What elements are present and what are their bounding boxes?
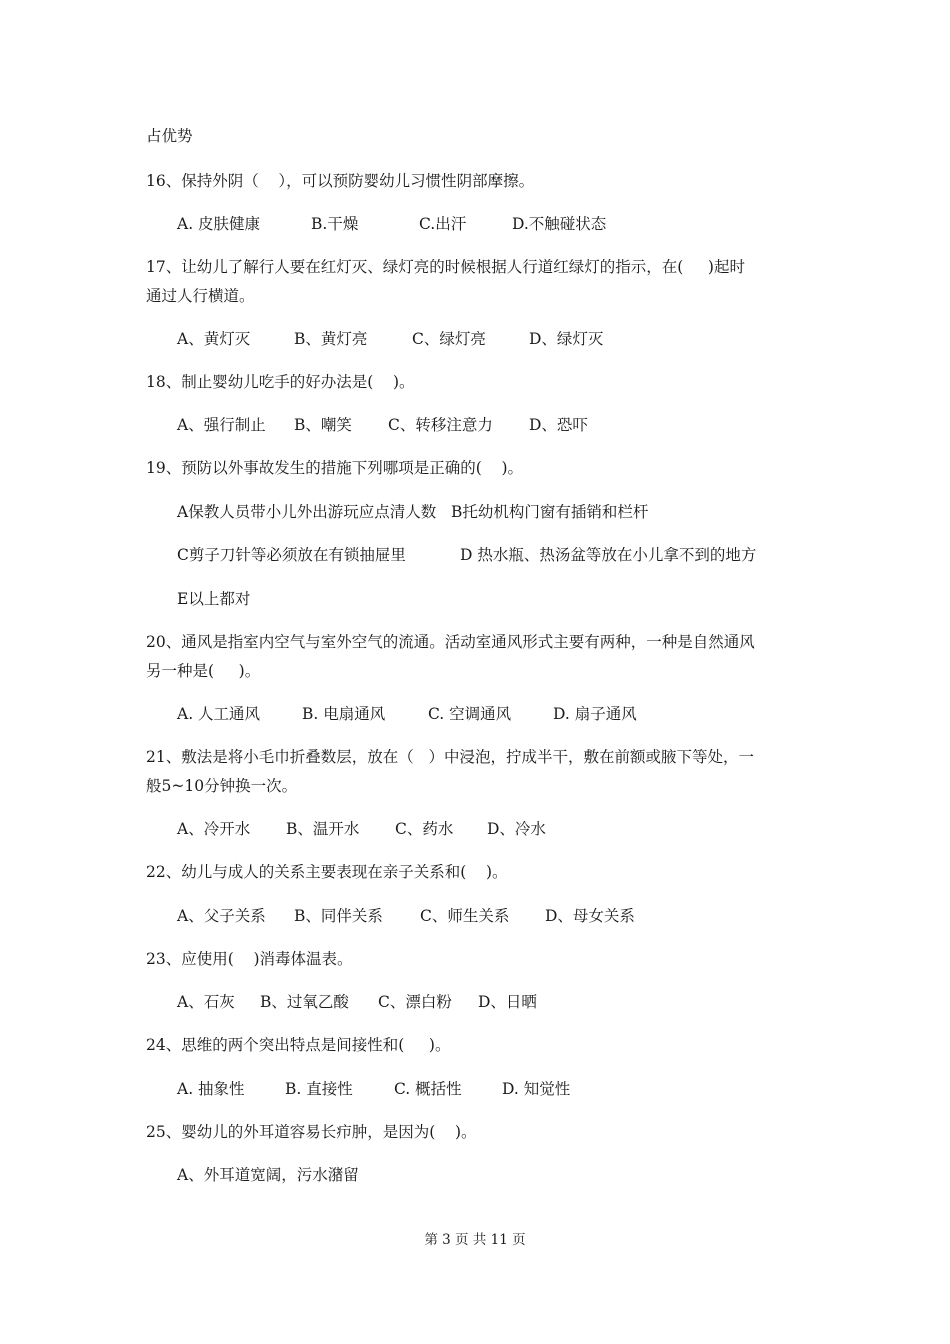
option-b: B. 直接性 <box>285 1080 353 1098</box>
option-d: D、母女关系 <box>545 907 635 925</box>
option-c: C.出汗 <box>419 215 467 233</box>
option-a: A、冷开水 <box>177 820 251 838</box>
question-20-cont: 另一种是( )。 <box>146 662 261 680</box>
option-c: C、药水 <box>395 820 454 838</box>
question-25: 25、婴幼儿的外耳道容易长疖肿，是因为( )。 <box>146 1123 477 1141</box>
option-a: A、强行制止 <box>177 416 266 434</box>
option-row-25-1: A、外耳道宽阔，污水潴留 <box>177 1166 359 1184</box>
option-c: C. 概括性 <box>394 1080 462 1098</box>
option-c: C、师生关系 <box>420 907 510 925</box>
option-d: D、冷水 <box>487 820 546 838</box>
question-21-cont: 般5~10分钟换一次。 <box>146 777 298 795</box>
question-24: 24、思维的两个突出特点是间接性和( )。 <box>146 1036 451 1054</box>
option-a: A. 抽象性 <box>177 1080 245 1098</box>
option-b: B、黄灯亮 <box>294 330 368 348</box>
question-18: 18、制止婴幼儿吃手的好办法是( )。 <box>146 373 415 391</box>
option-a: A. 人工通风 <box>177 705 261 723</box>
option-a: A、石灰 <box>177 993 235 1011</box>
option-d: D. 知觉性 <box>502 1080 571 1098</box>
question-21: 21、敷法是将小毛巾折叠数层，放在（ ）中浸泡，拧成半干，敷在前额或腋下等处，一 <box>146 748 755 766</box>
option-b: B. 电扇通风 <box>302 705 386 723</box>
option-a: A、黄灯灭 <box>177 330 251 348</box>
option-d: D、绿灯灭 <box>529 330 604 348</box>
option-d: D.不触碰状态 <box>512 215 607 233</box>
option-row-19-2: C剪子刀针等必须放在有锁抽屉里 D 热水瓶、热汤盆等放在小儿拿不到的地方 <box>177 546 757 564</box>
page-footer: 第 3 页 共 11 页 <box>424 1232 526 1248</box>
option-b: B、嘲笑 <box>294 416 352 434</box>
option-a: A、父子关系 <box>177 907 266 925</box>
question-23: 23、应使用( )消毒体温表。 <box>146 950 353 968</box>
option-row-19-3: E以上都对 <box>177 590 251 608</box>
question-17-cont: 通过人行横道。 <box>146 287 255 305</box>
option-c: C、转移注意力 <box>388 416 493 434</box>
question-16: 16、保持外阴（ ），可以预防婴幼儿习惯性阴部摩擦。 <box>146 172 535 190</box>
option-b: B、温开水 <box>286 820 360 838</box>
option-d: D、恐吓 <box>529 416 588 434</box>
question-22: 22、幼儿与成人的关系主要表现在亲子关系和( )。 <box>146 863 508 881</box>
option-c: C. 空调通风 <box>428 705 512 723</box>
option-c: C、绿灯亮 <box>412 330 486 348</box>
continued-text: 占优势 <box>146 127 193 145</box>
option-b: B、同伴关系 <box>294 907 383 925</box>
option-a: A. 皮肤健康 <box>177 215 261 233</box>
option-d: D、日晒 <box>478 993 537 1011</box>
option-c: C、漂白粉 <box>378 993 452 1011</box>
option-b: B.干燥 <box>311 215 359 233</box>
question-20: 20、通风是指室内空气与室外空气的流通。活动室通风形式主要有两种，一种是自然通风 <box>146 633 755 651</box>
option-d: D. 扇子通风 <box>553 705 637 723</box>
option-row-19-1: A保教人员带小儿外出游玩应点清人数 B托幼机构门窗有插销和栏杆 <box>177 503 649 521</box>
question-19: 19、预防以外事故发生的措施下列哪项是正确的( )。 <box>146 459 524 477</box>
question-17: 17、让幼儿了解行人要在红灯灭、绿灯亮的时候根据人行道红绿灯的指示，在( )起时 <box>146 258 745 276</box>
option-b: B、过氧乙酸 <box>260 993 349 1011</box>
